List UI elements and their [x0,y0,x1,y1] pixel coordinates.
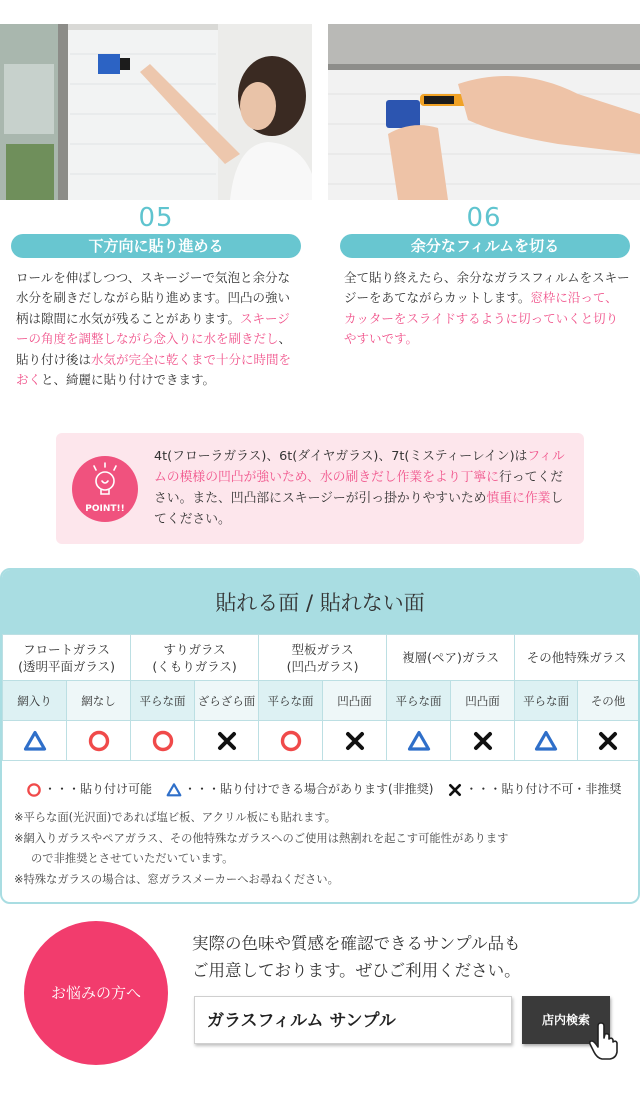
glass-type-header [131,635,259,681]
compatibility-cell [67,721,131,761]
cross-mark-icon [215,729,239,753]
glass-type-note: (透明平面ガラス) [18,658,115,674]
surface-label: 凹凸面 [323,681,387,721]
body-text: してください。 [154,491,564,527]
legend-symbol [26,782,42,798]
legend-text: ・・・貼り付け不可・非推奨 [465,782,622,796]
point-note-text [154,446,574,530]
legend [26,780,621,798]
glass-type-header [3,635,131,681]
legend-text: ・・・貼り付けできる場合があります(非推奨) [184,782,434,796]
body-text: 行ってください。また、凹凸部にスキージーが引っ掛かりやすいため [154,470,563,506]
glass-type-header [515,635,639,681]
body-text: 、貼り付け後は [16,331,292,367]
triangle-mark-icon [534,729,558,753]
help-circle: お悩みの方へ [24,921,168,1065]
compatibility-cell [451,721,515,761]
compatibility-table [2,634,639,761]
body-text: ロールを伸ばしつつ、スキージーで気泡と余分な水分を刷きだしながら貼り進めます。 [16,270,291,306]
step-05-title: 下方向に貼り進める [11,234,301,258]
body-text: と、綺麗に貼り付けできます。 [41,372,216,388]
surface-label: ざらざら面 [195,681,259,721]
compatibility-cell [3,721,67,761]
step-06-title: 余分なフィルムを切る [340,234,630,258]
note-line: ので非推奨とさせていただいています。 [31,852,234,865]
note-line: ※特殊なガラスの場合は、窓ガラスメーカーへお尋ねください。 [14,872,339,886]
search-input[interactable]: ガラスフィルム サンプル [194,996,512,1044]
cross-mark-icon [343,729,367,753]
hand-pointer-icon [588,1022,622,1060]
compatibility-cell [259,721,323,761]
glass-type-name: 複層(ペア)ガラス [402,650,499,665]
body-text: 全て貼り終えたら、余分なガラスフィルムをスキージーをあてながらカットします。 [344,270,630,306]
promo-line: 実際の色味や質感を確認できるサンプル品も [192,934,521,953]
circle-mark-icon [87,729,111,753]
compatibility-cell [387,721,451,761]
compatibility-panel [0,568,640,904]
body-text: 4t(フローラガラス)、6t(ダイヤガラス)、7t(ミスティーレイン)は [154,449,528,464]
step-06-description [344,268,630,350]
legend-text: ・・・貼り付け可能 [44,782,153,796]
surface-row [3,681,639,721]
compatibility-cell [515,721,578,761]
step-06-number: 06 [466,203,502,233]
step-05-number: 05 [138,203,174,233]
store-search-button[interactable]: 店内検索 [522,996,610,1044]
surface-label: 凹凸面 [451,681,515,721]
sample-promo-text [192,930,612,984]
legend-item [166,782,433,796]
surface-label: 平らな面 [131,681,195,721]
step-05-photo [0,24,312,200]
triangle-mark-icon [166,782,182,798]
step-05-description [16,268,302,390]
note-line: ※網入りガラスやペアガラス、その他特殊なガラスへのご使用は熱割れを起こす可能性があります [14,831,509,845]
compatibility-cell [323,721,387,761]
glass-type-note: (凹凸ガラス) [286,658,359,674]
glass-type-name: フロートガラス [23,641,110,657]
step-06-photo [328,24,640,200]
triangle-mark-icon [23,729,47,753]
circle-mark-icon [151,729,175,753]
cross-mark-icon [471,729,495,753]
glass-type-header [259,635,387,681]
triangle-mark-icon [407,729,431,753]
legend-item [447,782,621,796]
point-badge-label: POINT!! [85,504,125,514]
compatibility-cell [578,721,639,761]
notes [14,808,624,890]
surface-label: 平らな面 [259,681,323,721]
circle-mark-icon [26,782,42,798]
legend-symbol [166,782,182,798]
compatibility-cell [131,721,195,761]
glass-type-note: (くもりガラス) [152,658,237,674]
compatibility-title: 貼れる面 / 貼れない面 [2,570,638,634]
surface-label: 平らな面 [387,681,451,721]
compatibility-mark-row [3,721,639,761]
legend-item [26,782,152,796]
surface-label: 網なし [67,681,131,721]
glass-type-header [387,635,515,681]
circle-mark-icon [279,729,303,753]
legend-symbol [447,782,463,798]
glass-type-row [3,635,639,681]
glass-type-name: 型板ガラス [291,641,354,657]
body-text: 凹凸の強い柄は隙間に水気が残ることがあります。 [16,290,291,326]
highlight-text: 窓枠に沿って、カッターをスライドするように切っていくと切りやすいです。 [344,290,619,347]
compatibility-cell [195,721,259,761]
surface-label: 網入り [3,681,67,721]
surface-label: 平らな面 [515,681,578,721]
glass-type-name: その他特殊ガラス [526,650,627,665]
cross-mark-icon [447,782,463,798]
highlight-text: 水気が完全に乾くまで十分に時間をおく [16,351,292,388]
highlight-text: 慎重に作業 [486,491,551,506]
point-badge [72,456,138,522]
glass-type-name: すりガラス [163,641,226,657]
highlight-text: スキージーの角度を調整しながら念入りに水を刷きだし [16,310,290,347]
promo-line: ご用意しております。ぜひご利用ください。 [192,961,521,980]
lightbulb-icon [72,456,138,522]
highlight-text: フィルムの模様の凹凸が強いため、水の刷きだし作業をより丁寧に [154,449,565,485]
surface-label: その他 [578,681,639,721]
note-line: ※平らな面(光沢面)であれば塩ビ板、アクリル板にも貼れます。 [14,811,337,824]
cross-mark-icon [596,729,620,753]
